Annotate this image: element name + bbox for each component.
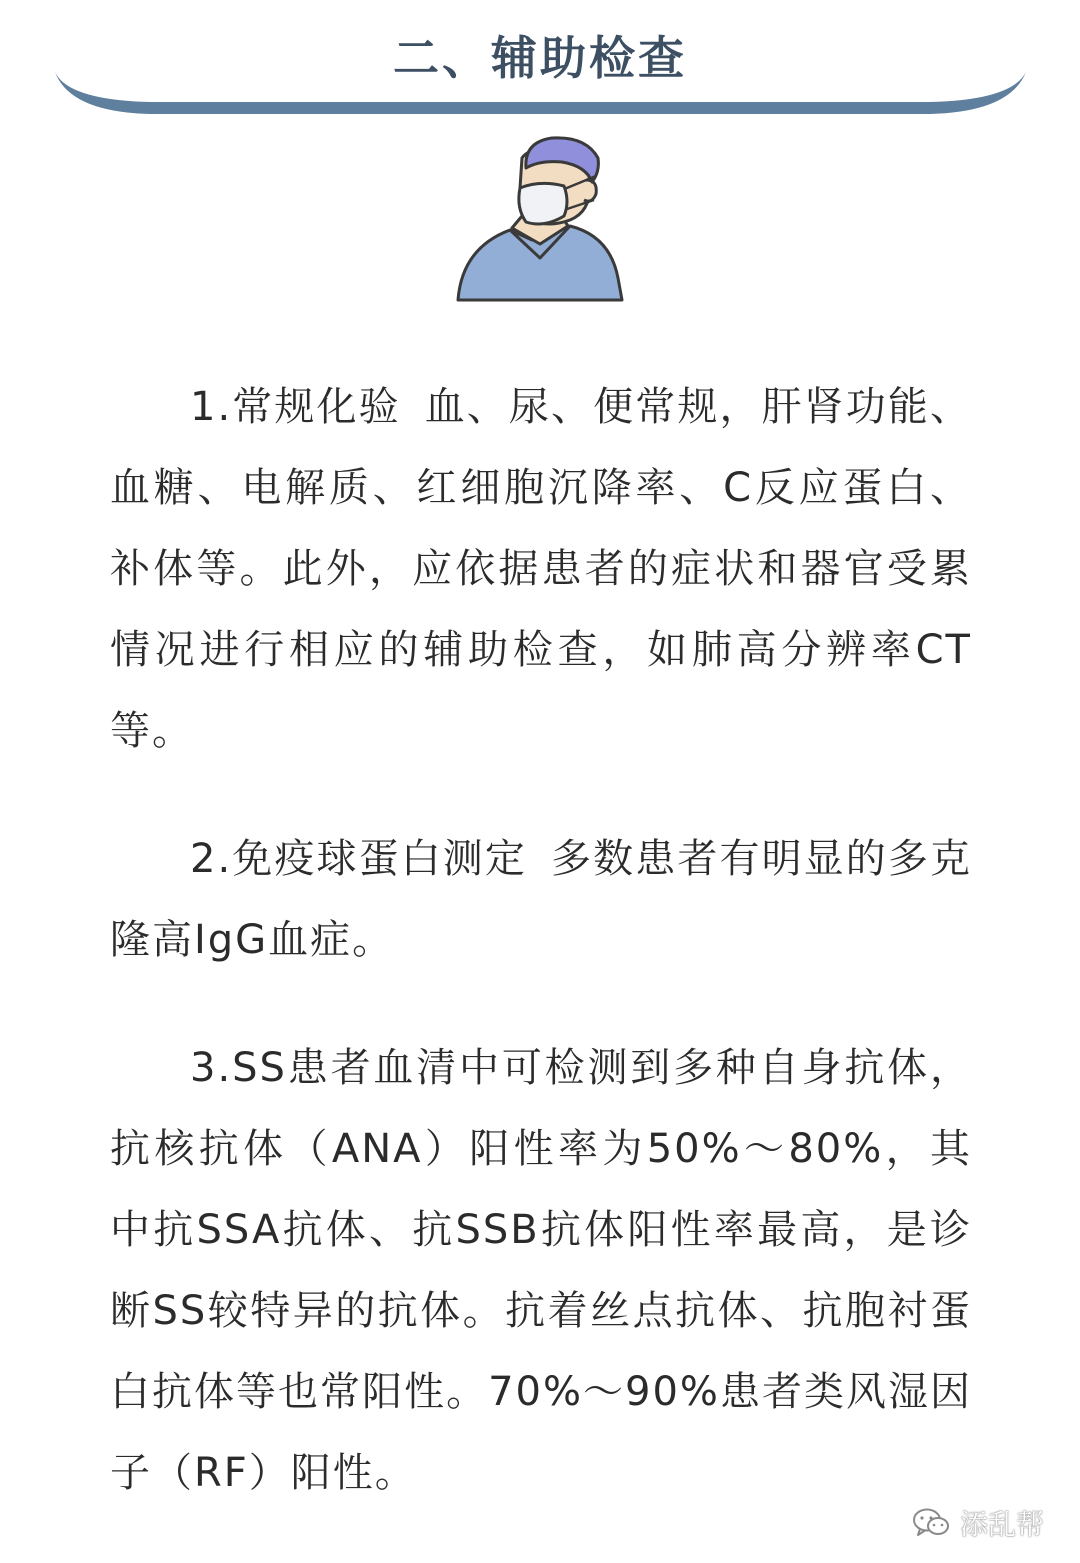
watermark	[912, 1503, 1044, 1543]
article-body	[110, 367, 972, 1561]
paragraph-text: 3.SS患者血清中可检测到多种自身抗体，抗核抗体（ANA）阳性率为50%～80%，其中抗SSA抗体、抗SSB抗体阳性率最高，是诊断SS较特异的抗体。抗着丝点抗体、抗胞衬蛋白抗体等也常阳性。70%～90%患者类风湿因子（RF）阳性。	[110, 1045, 972, 1496]
paragraph-text: 血、尿、便常规，肝肾功能、血糖、电解质、红细胞沉降率、C反应蛋白、补体等。此外，应依据患者的症状和器官受累情况进行相应的辅助检查，如肺高分辨率CT等。	[110, 384, 972, 754]
paragraph-heading: 1.常规化验	[190, 384, 401, 430]
paragraph-text: 多数患者有明显的多克隆高IgG血症。	[110, 836, 972, 963]
paragraph-heading: 2.免疫球蛋白测定	[190, 836, 528, 882]
wechat-icon	[912, 1507, 950, 1539]
section-title: 二、辅助检查	[393, 31, 687, 85]
paragraph-immunoglobulin	[110, 819, 972, 981]
paragraph-routine-tests	[110, 367, 972, 772]
doctor-with-mask-icon	[440, 128, 640, 313]
section-header	[0, 0, 1080, 130]
paragraph-autoantibodies	[110, 1028, 972, 1514]
watermark-text: 添乱帮	[959, 1508, 1044, 1541]
